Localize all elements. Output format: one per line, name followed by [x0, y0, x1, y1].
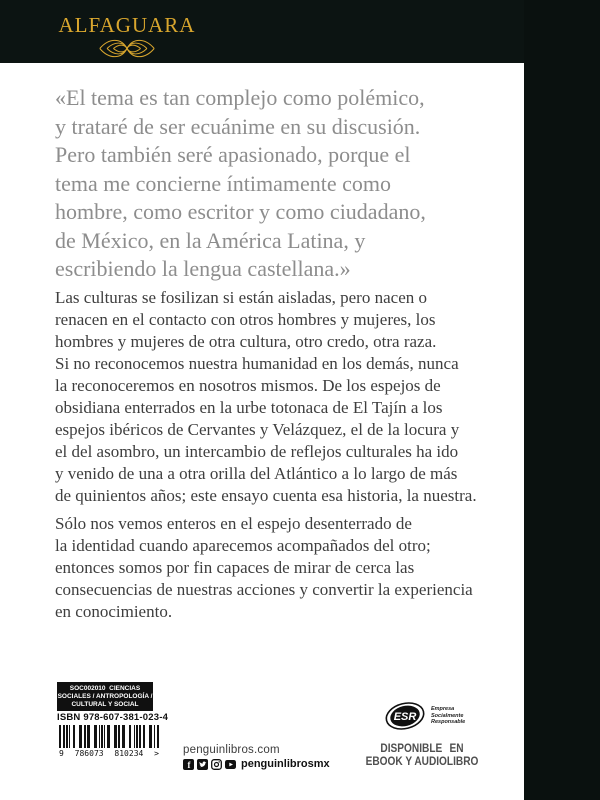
esr-logo	[384, 699, 465, 733]
spine-black-bar	[524, 0, 600, 800]
barcode-bars	[59, 725, 159, 748]
facebook-icon	[183, 759, 194, 770]
barcode-digit-group: 786073	[74, 749, 104, 758]
category-line: CULTURAL Y SOCIAL	[71, 701, 139, 709]
category-line: SOCIALES / ANTROPOLOGÍA /	[57, 693, 153, 701]
esr-tagline-line: Socialmente	[431, 712, 464, 719]
body-line: Las culturas se fosilizan si están aisladas, pero nacen o	[55, 288, 427, 307]
body-line: en conocimiento.	[55, 602, 173, 621]
svg-text:ESR: ESR	[393, 711, 417, 723]
quote-line: tema me concierne íntimamente como	[55, 170, 391, 196]
quote-line: hombre, como escritor y como ciudadano,	[55, 199, 426, 224]
body-line: Sólo nos vemos enteros en el espejo desenterrado de	[55, 514, 412, 533]
body-line: Si no reconocemos nuestra humanidad en los demás, nunca	[55, 354, 459, 373]
availability-line-1: DISPONIBLE EN	[380, 743, 464, 755]
isbn-label: ISBN 978-607-381-023-4	[57, 712, 169, 723]
body-line: de quinientos años; este ensayo cuenta esa historia, la nuestra.	[55, 486, 477, 505]
body-line: y venido de una a otra orilla del Atlántico a lo largo de más	[55, 464, 458, 483]
publisher-band	[0, 0, 600, 63]
quote-block	[55, 84, 426, 284]
svg-text:f: f	[187, 759, 191, 770]
twitter-icon	[197, 759, 208, 770]
quote-line: Pero también seré apasionado, porque el	[55, 142, 411, 167]
social-handle: penguinlibrosmx	[241, 758, 330, 770]
instagram-icon	[211, 759, 222, 770]
esr-tagline-line: Responsable	[431, 719, 466, 726]
availability-line-2: EBOOK Y AUDIOLIBRO	[365, 755, 479, 768]
body-line: el del asombro, un intercambio de reflejos culturales ha ido	[55, 442, 459, 461]
alfaguara-logo	[57, 13, 197, 58]
website-label: penguinlibros.com	[183, 744, 280, 756]
publisher-name: ALFAGUARA	[58, 13, 196, 37]
synopsis-paragraph-2	[55, 513, 473, 623]
body-line: hombres y mujeres de otra cultura, otro credo, otra raza.	[55, 332, 437, 351]
body-line: la reconoceremos en nosotros mismos. De los espejos de	[55, 376, 441, 395]
category-line: SOC002010 CIENCIAS	[69, 685, 141, 692]
availability-note	[360, 743, 483, 768]
quote-line: escribiendo la lengua castellana.»	[55, 256, 351, 281]
barcode-digit-group: 9	[59, 749, 64, 758]
body-line: la identidad cuando aparecemos acompañados del otro;	[55, 536, 431, 555]
quote-line: de México, en la América Latina, y	[55, 227, 366, 253]
body-line: espejos ibéricos de Cervantes y Velázquez, el de la locura y	[55, 420, 460, 439]
body-line: consecuencias de nuestras acciones y convertir la experiencia	[55, 580, 473, 599]
barcode-digit-group: 810234	[114, 749, 144, 758]
synopsis-paragraph-1	[55, 287, 477, 507]
quote-line: «El tema es tan complejo como polémico,	[55, 85, 425, 110]
barcode-digit-group: >	[154, 749, 159, 758]
social-row	[183, 758, 330, 770]
body-line: obsidiana enterrados en la urbe totonaca de El Tajín a los	[55, 398, 443, 417]
esr-tagline	[431, 706, 465, 726]
category-code-box	[57, 682, 153, 711]
esr-badge-icon	[384, 699, 428, 733]
youtube-icon	[225, 759, 236, 770]
esr-tagline-line: Empresa	[431, 706, 455, 713]
body-line: renacen en el contacto con otros hombres y mujeres, los	[55, 310, 436, 329]
logo-flourish-icon	[98, 39, 156, 58]
barcode-digits	[59, 749, 159, 758]
quote-line: y trataré de ser ecuánime en su discusión.	[55, 113, 421, 139]
penguin-links-block	[183, 744, 330, 770]
body-line: entonces somos por fin capaces de mirar de cerca las	[55, 558, 415, 577]
barcode	[59, 725, 159, 758]
